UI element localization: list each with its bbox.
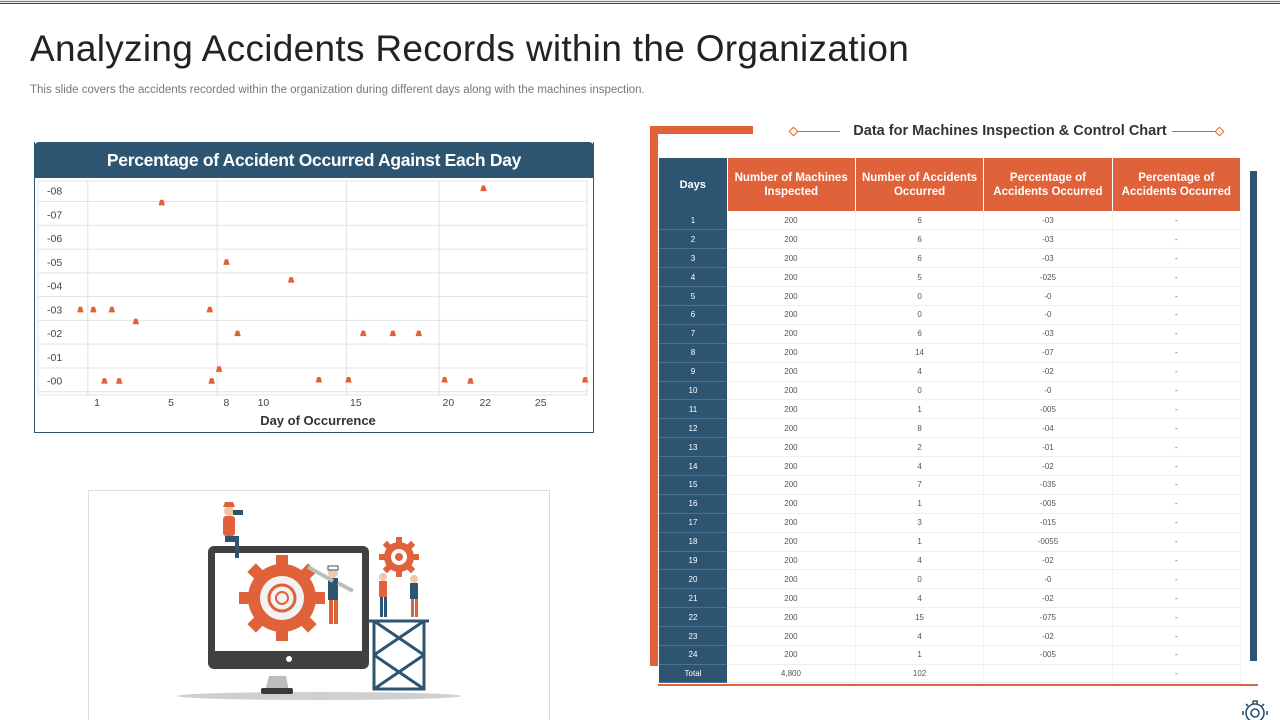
data-point [360,331,366,337]
y-tick-label: -06 [47,233,63,246]
accidents-cell: 14 [855,343,983,362]
chart-header [34,142,594,178]
y-tick-label: -04 [47,280,63,293]
machines-cell: 200 [727,494,855,513]
table-total-row [659,664,1241,682]
chart-panel [34,142,594,433]
table-row [659,343,1241,362]
accidents-cell: 0 [855,570,983,589]
accidents-cell: 1 [855,645,983,664]
frame-accent-bottom [658,684,1258,686]
table-row [659,551,1241,570]
day-cell: 16 [659,494,727,513]
data-point [441,377,447,383]
accidents-cell: 1 [855,400,983,419]
table-row [659,362,1241,381]
day-cell: 19 [659,551,727,570]
accidents-cell: 6 [855,211,983,230]
percentage-cell: -03 [984,211,1112,230]
frame-accent-right [1250,171,1257,661]
day-cell: 18 [659,532,727,551]
day-cell: 21 [659,589,727,608]
machines-cell: 200 [727,457,855,476]
day-cell: 23 [659,627,727,646]
percentage-cell-2: - [1112,438,1240,457]
machines-cell: 200 [727,343,855,362]
table-row [659,230,1241,249]
machines-cell: 200 [727,362,855,381]
accidents-cell: 4 [855,627,983,646]
data-point [390,331,396,337]
percentage-cell: -005 [984,494,1112,513]
day-cell: 22 [659,608,727,627]
percentage-cell: -005 [984,400,1112,419]
plot-area [38,181,587,395]
day-cell: 14 [659,457,727,476]
day-cell: 6 [659,305,727,324]
accidents-cell: 6 [855,324,983,343]
percentage-cell-2: - [1112,268,1240,287]
percentage-cell-2: - [1112,287,1240,306]
header-accidents-occurred: Number of Accidents Occurred [855,158,983,211]
machines-cell: 200 [727,268,855,287]
day-cell: 15 [659,475,727,494]
table-header-row [659,158,1241,211]
inspection-table [659,158,1241,683]
accidents-cell: 5 [855,268,983,287]
table-row [659,249,1241,268]
machines-cell: 200 [727,249,855,268]
table-row [659,494,1241,513]
percentage-cell-2: - [1112,305,1240,324]
percentage-cell: -0 [984,381,1112,400]
table-caption-text: Data for Machines Inspection & Control Chart [853,123,1167,139]
x-tick-label: 20 [442,397,455,409]
percentage-cell: -0 [984,287,1112,306]
data-point [116,378,122,384]
percentage-cell-2: - [1112,475,1240,494]
accidents-cell: 15 [855,608,983,627]
machines-cell: 200 [727,324,855,343]
machines-cell: 200 [727,230,855,249]
total-cell: 4,800 [727,664,855,682]
x-axis-title: Day of Occurrence [260,413,376,428]
total-label: Total [659,664,727,682]
day-cell: 5 [659,287,727,306]
data-point [159,200,165,206]
data-point [109,307,115,313]
day-cell: 7 [659,324,727,343]
machines-cell: 200 [727,532,855,551]
day-cell: 10 [659,381,727,400]
accidents-cell: 4 [855,362,983,381]
table-row [659,532,1241,551]
percentage-cell-2: - [1112,381,1240,400]
percentage-cell-2: - [1112,551,1240,570]
accidents-cell: 4 [855,457,983,476]
machines-cell: 200 [727,589,855,608]
day-cell: 17 [659,513,727,532]
percentage-cell-2: - [1112,324,1240,343]
table-row [659,570,1241,589]
machines-cell: 200 [727,551,855,570]
table-row [659,268,1241,287]
total-cell: 102 [855,664,983,682]
machines-cell: 200 [727,400,855,419]
machines-cell: 200 [727,608,855,627]
x-tick-label: 22 [479,397,492,409]
percentage-cell: -03 [984,324,1112,343]
data-point [90,307,96,313]
day-cell: 24 [659,645,727,664]
table-row [659,419,1241,438]
table-row [659,324,1241,343]
top-rule [0,0,1280,4]
machines-cell: 200 [727,381,855,400]
percentage-cell-2: - [1112,249,1240,268]
machines-cell: 200 [727,627,855,646]
day-cell: 2 [659,230,727,249]
day-cell: 9 [659,362,727,381]
day-cell: 4 [659,268,727,287]
percentage-cell: -03 [984,249,1112,268]
accidents-cell: 4 [855,551,983,570]
percentage-cell: -075 [984,608,1112,627]
percentage-cell: -02 [984,457,1112,476]
machines-cell: 200 [727,645,855,664]
accidents-cell: 7 [855,475,983,494]
table-row [659,457,1241,476]
accidents-cell: 1 [855,494,983,513]
percentage-cell: -0 [984,305,1112,324]
data-point [480,186,486,192]
percentage-cell: -02 [984,551,1112,570]
machines-cell: 200 [727,419,855,438]
table-row [659,438,1241,457]
accidents-cell: 4 [855,589,983,608]
percentage-cell: -04 [984,419,1112,438]
percentage-cell-2: - [1112,211,1240,230]
percentage-cell-2: - [1112,589,1240,608]
y-tick-label: -01 [47,351,63,364]
data-point [101,378,107,384]
table-row [659,645,1241,664]
x-tick-label: 5 [168,397,174,409]
illustration-panel [88,490,550,720]
accidents-cell: 0 [855,305,983,324]
accidents-cell: 6 [855,230,983,249]
table-row [659,608,1241,627]
data-point [208,378,214,384]
data-point [416,331,422,337]
percentage-cell-2: - [1112,419,1240,438]
slide-title: Analyzing Accidents Records within the Organization [30,28,910,69]
data-point [77,307,83,313]
y-tick-label: -03 [47,304,63,317]
percentage-cell-2: - [1112,513,1240,532]
percentage-cell: -02 [984,589,1112,608]
header-days: Days [659,158,727,211]
table-row [659,627,1241,646]
total-cell [984,664,1112,682]
x-tick-label: 15 [350,397,362,409]
machines-cell: 200 [727,513,855,532]
day-cell: 20 [659,570,727,589]
day-cell: 13 [659,438,727,457]
x-tick-label: 8 [223,397,230,409]
machines-cell: 200 [727,570,855,589]
accidents-cell: 6 [855,249,983,268]
table-caption [790,123,1230,140]
percentage-cell-2: - [1112,400,1240,419]
caption-line-right [1172,131,1216,132]
percentage-cell-2: - [1112,343,1240,362]
accidents-cell: 1 [855,532,983,551]
percentage-cell-2: - [1112,645,1240,664]
day-cell: 8 [659,343,727,362]
x-tick-label: 10 [257,397,270,409]
percentage-cell-2: - [1112,570,1240,589]
slide-subtitle: This slide covers the accidents recorded within the organization during different days along with the machines inspection. [30,84,645,96]
percentage-cell-2: - [1112,627,1240,646]
data-point [288,277,294,283]
x-tick-label: 1 [94,397,100,409]
day-cell: 11 [659,400,727,419]
table-row [659,305,1241,324]
percentage-cell-2: - [1112,362,1240,381]
table-frame [650,123,1270,686]
table-row [659,400,1241,419]
percentage-cell-2: - [1112,457,1240,476]
percentage-cell: -07 [984,343,1112,362]
percentage-cell-2: - [1112,230,1240,249]
percentage-cell-2: - [1112,532,1240,551]
frame-accent-top [650,126,753,134]
frame-accent-left [650,126,658,666]
day-cell: 3 [659,249,727,268]
accidents-cell: 2 [855,438,983,457]
y-tick-label: -07 [47,209,63,222]
data-point [207,307,213,313]
machines-cell: 200 [727,287,855,306]
percentage-cell: -005 [984,645,1112,664]
day-cell: 1 [659,211,727,230]
x-tick-label: 25 [534,397,547,409]
percentage-cell: -01 [984,438,1112,457]
table-row [659,381,1241,400]
y-tick-label: -05 [47,256,63,269]
table-row [659,211,1241,230]
table-row [659,513,1241,532]
day-cell: 12 [659,419,727,438]
y-tick-label: -00 [47,375,63,388]
percentage-cell-2: - [1112,608,1240,627]
percentage-cell: -0 [984,570,1112,589]
table-row [659,475,1241,494]
accidents-cell: 8 [855,419,983,438]
data-point [133,319,139,325]
data-point [467,378,473,384]
accident-scatter-chart [35,178,593,432]
accidents-cell: 3 [855,513,983,532]
percentage-cell: -025 [984,268,1112,287]
machine-inspection-illustration [89,491,551,720]
machines-cell: 200 [727,438,855,457]
accidents-cell: 0 [855,381,983,400]
total-cell: - [1112,664,1240,682]
machines-cell: 200 [727,211,855,230]
percentage-cell: -02 [984,627,1112,646]
percentage-cell: -0055 [984,532,1112,551]
percentage-cell: -035 [984,475,1112,494]
header-percentage-accidents: Percentage of Accidents Occurred [984,158,1112,211]
data-point [234,331,240,337]
accidents-cell: 0 [855,287,983,306]
header-machines-inspected: Number of Machines Inspected [727,158,855,211]
gear-icon [1236,694,1270,720]
machines-cell: 200 [727,305,855,324]
machines-cell: 200 [727,475,855,494]
table-row [659,287,1241,306]
top-rule-orange [0,1,1280,2]
percentage-cell: -02 [984,362,1112,381]
y-tick-label: -02 [47,328,63,341]
percentage-cell-2: - [1112,494,1240,513]
percentage-cell: -03 [984,230,1112,249]
header-percentage-accidents-2: Percentage of Accidents Occurred [1112,158,1240,211]
data-point [223,259,229,265]
percentage-cell: -015 [984,513,1112,532]
y-tick-label: -08 [47,185,63,198]
chart-title: Percentage of Accident Occurred Against Each Day [106,150,522,170]
table-row [659,589,1241,608]
data-point [316,377,322,383]
top-rule-navy [0,3,1280,4]
